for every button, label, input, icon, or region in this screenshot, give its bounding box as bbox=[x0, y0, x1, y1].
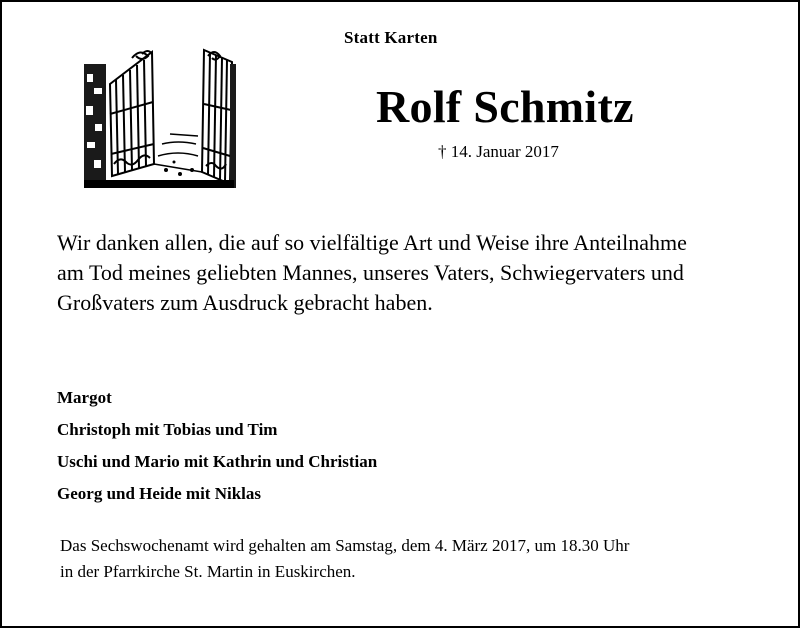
death-date: † 14. Januar 2017 bbox=[438, 142, 559, 161]
open-gate-icon bbox=[80, 44, 236, 190]
service-line: Das Sechswochenamt wird gehalten am Samstag, dem 4. März 2017, um 18.30 Uhr bbox=[60, 536, 630, 555]
header-label: Statt Karten bbox=[344, 28, 438, 47]
family-member: Georg und Heide mit Niklas bbox=[57, 484, 262, 503]
service-line: in der Pfarrkirche St. Martin in Euskirchen. bbox=[60, 562, 356, 581]
family-member: Christoph mit Tobias und Tim bbox=[57, 420, 278, 439]
family-list bbox=[57, 382, 377, 510]
service-notice bbox=[60, 533, 629, 585]
message-line: Großvaters zum Ausdruck gebracht haben. bbox=[57, 290, 433, 315]
message-line: am Tod meines geliebten Mannes, unseres Vaters, Schwiegervaters und bbox=[57, 260, 684, 285]
family-member: Margot bbox=[57, 388, 112, 407]
thank-you-message bbox=[57, 228, 777, 318]
family-member: Uschi und Mario mit Kathrin und Christian bbox=[57, 452, 378, 471]
message-line: Wir danken allen, die auf so vielfältige Art und Weise ihre Anteilnahme bbox=[57, 230, 687, 255]
deceased-name: Rolf Schmitz bbox=[376, 81, 634, 132]
